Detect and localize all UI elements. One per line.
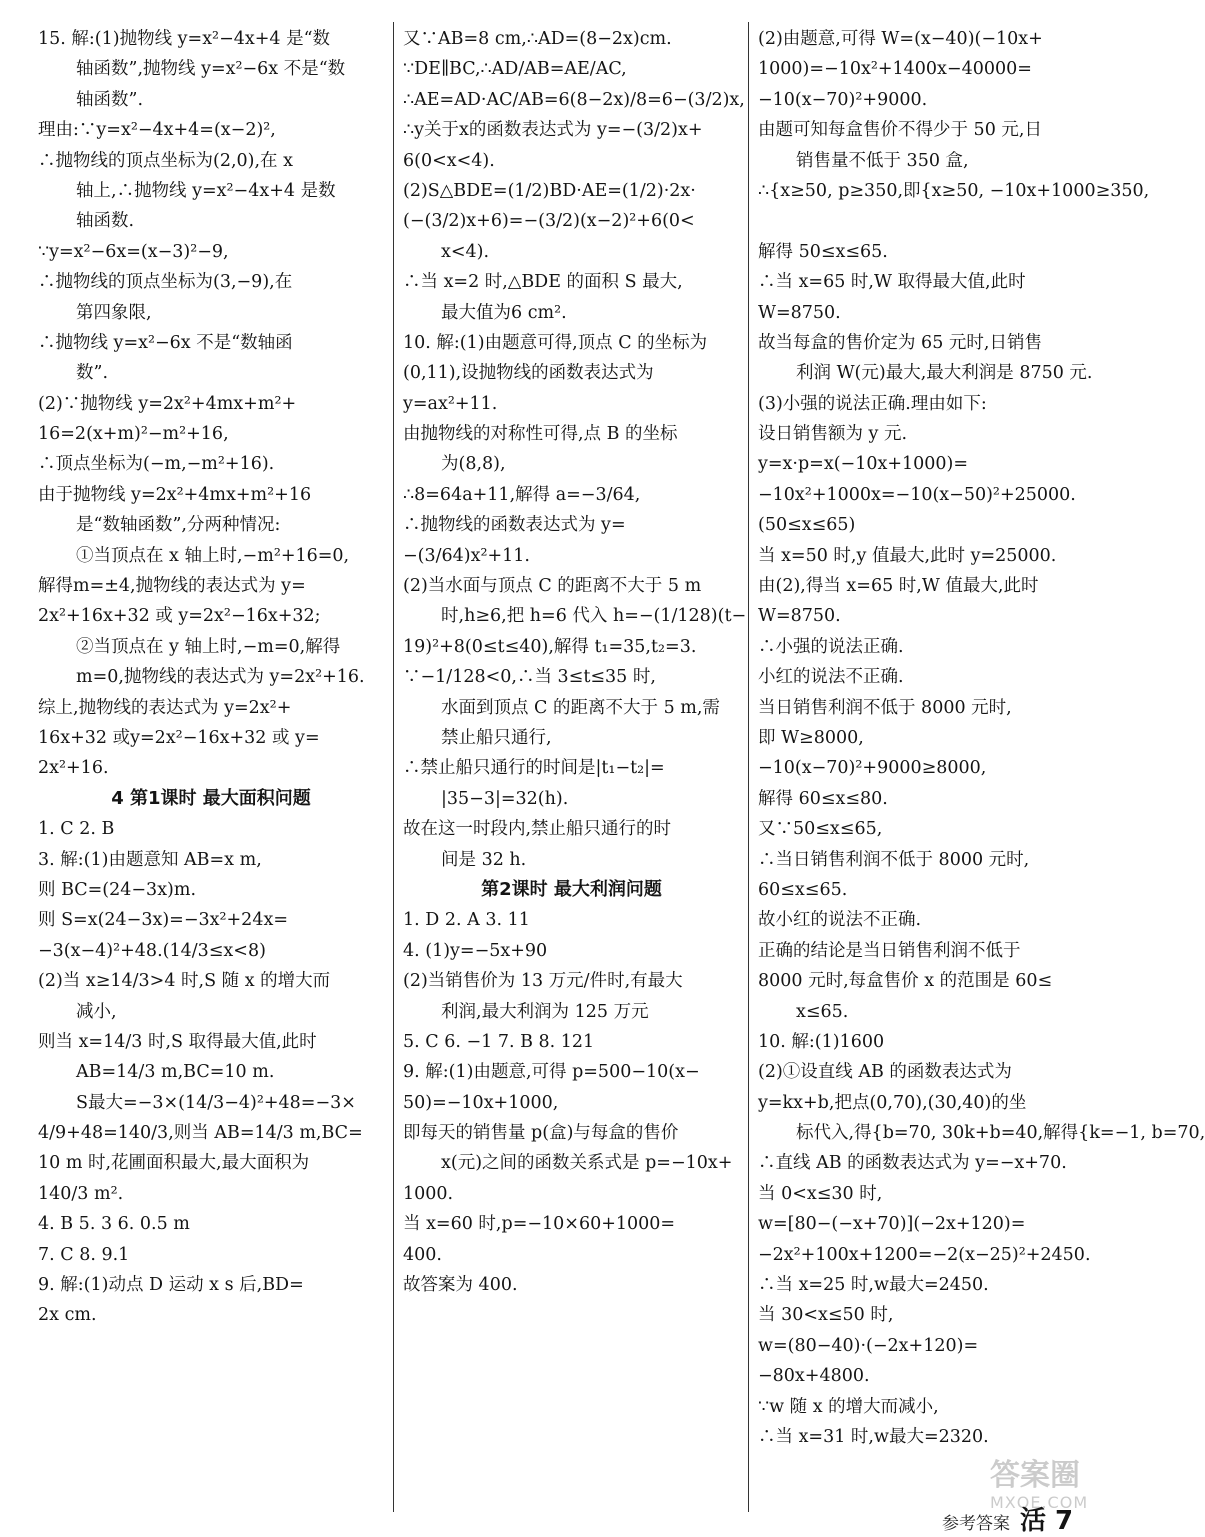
text-line: x≤65. [796,1001,849,1022]
footer-label: 参考答案 [942,1514,1010,1534]
text-line: 则 BC=(24−3x)m. [38,879,197,900]
text-line: 当 x=50 时,y 值最大,此时 y=25000. [758,545,1057,566]
text-line: ∴8=64a+11,解得 a=−3/64, [403,484,641,505]
text-line: (2)S△BDE=(1/2)BD·AE=(1/2)·2x· [403,180,696,201]
text-line: ∵−1/128<0,∴当 3≤t≤35 时, [403,667,656,688]
text-line: 故小红的说法不正确. [758,910,922,931]
text-line: −10(x−70)²+9000≥8000, [758,758,987,779]
column-middle [403,24,747,1300]
text-line: 当日销售利润不低于 8000 元时, [758,697,1012,718]
text-line: ∴y关于x的函数表达式为 y=−(3/2)x+ [403,120,703,141]
text-line: 9. 解:(1)动点 D 运动 x s 后,BD= [38,1275,304,1296]
text-line: 4/9+48=140/3,则当 AB=14/3 m,BC= [38,1123,363,1144]
text-line: 综上,抛物线的表达式为 y=2x²+ [38,697,292,718]
text-line: 数”. [76,363,109,384]
text-line: (2)由题意,可得 W=(x−40)(−10x+ [758,29,1043,49]
text-line: ①当顶点在 x 轴上时,−m²+16=0, [76,545,350,566]
text-line: (2)当销售价为 13 万元/件时,有最大 [403,971,683,992]
text-line: (2)当水面与顶点 C 的距离不大于 5 m [403,576,702,597]
text-line: 即每天的销售量 p(盒)与每盒的售价 [403,1123,679,1144]
text-line: ∴AE=AD·AC/AB=6(8−2x)/8=6−(3/2)x, [403,89,745,110]
text-line: 销售量不低于 350 盒, [796,150,969,171]
text-line: W=8750. [758,606,841,627]
text-line: (0,11),设抛物线的函数表达式为 [403,363,654,384]
page-footer [942,1500,1074,1536]
text-line: ∵DE∥BC,∴AD/AB=AE/AC, [403,59,627,80]
text-line: 19)²+8(0≤t≤40),解得 t₁=35,t₂=3. [403,636,697,657]
text-line: 10. 解:(1)由题意可得,顶点 C 的坐标为 [403,332,708,353]
section-heading: 第2课时 最大利润问题 [481,878,662,900]
text-line: ∴抛物线的顶点坐标为(3,−9),在 [38,272,293,293]
text-line: 4. B 5. 3 6. 0.5 m [38,1214,190,1235]
text-line: ∴小强的说法正确. [758,636,904,657]
text-line: ∴{x≥50, p≥350,即{x≥50, −10x+1000≥350, [758,180,1150,201]
column-divider [748,22,749,1512]
text-line: −10x²+1000x=−10(x−50)²+25000. [758,484,1076,505]
text-line: 故答案为 400. [403,1275,518,1296]
text-line: ∵w 随 x 的增大而减小, [758,1396,939,1417]
section-heading: 4 第1课时 最大面积问题 [111,787,311,809]
text-line: 故当每盒的售价定为 65 元时,日销售 [758,332,1042,353]
text-line: 由题可知每盒售价不得少于 50 元,日 [758,120,1042,141]
text-line: ∴抛物线的顶点坐标为(2,0),在 x [38,150,293,171]
text-line: ∴抛物线的函数表达式为 y= [403,515,626,536]
text-line: 2x²+16. [38,758,109,779]
text-line: 16x+32 或y=2x²−16x+32 或 y= [38,727,320,748]
text-line: −10(x−70)²+9000. [758,89,928,110]
text-line: 轴函数”. [76,89,144,110]
column-right [758,24,1205,1452]
text-line: 140/3 m². [38,1183,124,1204]
text-line: ∴当 x=65 时,W 取得最大值,此时 [758,272,1026,293]
text-line: (50≤x≤65) [758,515,856,536]
text-line: ∴禁止船只通行的时间是|t₁−t₂|= [403,758,665,779]
text-line: S最大=−3×(14/3−4)²+48=−3× [76,1092,356,1113]
text-line: 则 S=x(24−3x)=−3x²+24x= [38,910,288,931]
text-line: 10. 解:(1)1600 [758,1031,885,1052]
text-line: 又∵50≤x≤65, [758,819,883,840]
text-line: (2)∵抛物线 y=2x²+4mx+m²+ [38,393,297,414]
text-line: 禁止船只通行, [441,727,552,748]
text-line: ∴抛物线 y=x²−6x 不是“数轴函 [38,332,293,353]
text-line: 解得m=±4,抛物线的表达式为 y= [38,576,306,597]
text-line: 是“数轴函数”,分两种情况: [76,515,281,536]
text-line: 利润,最大利润为 125 万元 [441,1001,649,1022]
text-line: ∴当 x=25 时,w最大=2450. [758,1275,989,1296]
text-line: 1. D 2. A 3. 11 [403,910,530,931]
text-line: −2x²+100x+1200=−2(x−25)²+2450. [758,1244,1091,1265]
text-line: 60≤x≤65. [758,879,848,900]
text-line: 解得 60≤x≤80. [758,788,888,809]
text-line: 轴上,∴抛物线 y=x²−4x+4 是数 [76,180,336,201]
text-line: m=0,抛物线的表达式为 y=2x²+16. [76,667,365,688]
text-line: 15. 解:(1)抛物线 y=x²−4x+4 是“数 [38,29,331,49]
text-line: 4. (1)y=−5x+90 [403,940,548,961]
text-line: ∴当 x=2 时,△BDE 的面积 S 最大, [403,272,683,293]
text-line: 水面到顶点 C 的距离不大于 5 m,需 [441,697,720,718]
text-line: 1. C 2. B [38,819,115,840]
text-line: 理由:∵y=x²−4x+4=(x−2)², [38,120,276,141]
page-number: 活 7 [1020,1506,1074,1536]
text-line: 由抛物线的对称性可得,点 B 的坐标 [403,424,678,445]
text-line: 减小, [76,1001,117,1022]
text-line: x<4). [441,241,490,262]
text-line: x(元)之间的函数关系式是 p=−10x+ [441,1153,733,1174]
watermark-text: 答案圈 [990,1458,1080,1493]
text-line: ②当顶点在 y 轴上时,−m=0,解得 [76,636,341,657]
text-line: 小红的说法不正确. [758,667,904,688]
text-line: 利润 W(元)最大,最大利润是 8750 元. [796,363,1093,384]
text-line: W=8750. [758,302,841,323]
text-line: −3(x−4)²+48.(14/3≤x<8) [38,940,266,961]
text-line: ∴顶点坐标为(−m,−m²+16). [38,454,275,475]
text-line: 正确的结论是当日销售利润不低于 [758,940,1021,961]
text-line: 第四象限, [76,302,152,323]
text-line: y=ax²+11. [403,393,498,414]
text-line: 设日销售额为 y 元. [758,424,908,445]
text-line: 则当 x=14/3 时,S 取得最大值,此时 [38,1031,317,1052]
text-line: 解得 50≤x≤65. [758,241,888,262]
text-line: 间是 32 h. [441,849,527,870]
text-line: −(3/64)x²+11. [403,545,530,566]
text-line: 3. 解:(1)由题意知 AB=x m, [38,849,262,870]
text-line: y=x·p=x(−10x+1000)= [758,454,969,475]
text-line: (3)小强的说法正确.理由如下: [758,393,987,414]
text-line: 标代入,得{b=70, 30k+b=40,解得{k=−1, b=70, [796,1123,1205,1144]
text-line: 当 30<x≤50 时, [758,1305,894,1326]
text-line: 又∵AB=8 cm,∴AD=(8−2x)cm. [403,29,672,49]
text-line: AB=14/3 m,BC=10 m. [76,1062,275,1083]
text-line: y=kx+b,把点(0,70),(30,40)的坐 [758,1092,1027,1113]
text-line: 9. 解:(1)由题意,可得 p=500−10(x− [403,1062,700,1083]
text-line: w=(80−40)·(−2x+120)= [758,1335,979,1356]
text-line: 400. [403,1244,442,1265]
text-line: 即 W≥8000, [758,727,864,748]
text-line: 轴函数”,抛物线 y=x²−6x 不是“数 [76,59,346,80]
text-line: 当 0<x≤30 时, [758,1183,883,1204]
text-line: ∴当 x=31 时,w最大=2320. [758,1426,989,1447]
text-line: 最大值为6 cm². [441,302,567,323]
text-line: ∵y=x²−6x=(x−3)²−9, [38,241,229,262]
text-line: 16=2(x+m)²−m²+16, [38,424,229,445]
text-line: 1000)=−10x²+1400x−40000= [758,59,1032,80]
text-line [758,206,1098,236]
text-line: (2)①设直线 AB 的函数表达式为 [758,1062,1012,1083]
text-line: (−(3/2)x+6)=−(3/2)(x−2)²+6(0< [403,211,695,232]
text-line: ∴直线 AB 的函数表达式为 y=−x+70. [758,1153,1067,1174]
text-line: 6(0<x<4). [403,150,495,171]
column-left [38,24,384,1331]
text-line: 由于抛物线 y=2x²+4mx+m²+16 [38,484,312,505]
watermark-sub: MXQE.COM [990,1493,1089,1512]
text-line: 50)=−10x+1000, [403,1092,559,1113]
text-line: ∴当日销售利润不低于 8000 元时, [758,849,1030,870]
column-divider [393,22,394,1512]
text-line: w=[80−(−x+70)](−2x+120)= [758,1214,1026,1235]
text-line: 由(2),得当 x=65 时,W 值最大,此时 [758,576,1039,597]
text-line: 2x²+16x+32 或 y=2x²−16x+32; [38,606,321,627]
text-line: (2)当 x≥14/3>4 时,S 随 x 的增大而 [38,971,331,992]
text-line: 7. C 8. 9.1 [38,1244,130,1265]
text-line: 5. C 6. −1 7. B 8. 121 [403,1031,595,1052]
text-line: 当 x=60 时,p=−10×60+1000= [403,1214,676,1235]
text-line: 10 m 时,花圃面积最大,最大面积为 [38,1153,310,1174]
text-line: 为(8,8), [441,454,506,475]
text-line: 时,h≥6,把 h=6 代入 h=−(1/128)(t− [441,606,747,627]
text-line: 8000 元时,每盒售价 x 的范围是 60≤ [758,971,1053,992]
text-line: 1000. [403,1183,454,1204]
text-line: |35−3|=32(h). [441,788,569,809]
text-line: 2x cm. [38,1305,97,1326]
text-line: 轴函数. [76,211,135,232]
text-line: −80x+4800. [758,1366,870,1387]
text-line: 故在这一时段内,禁止船只通行的时 [403,819,672,840]
